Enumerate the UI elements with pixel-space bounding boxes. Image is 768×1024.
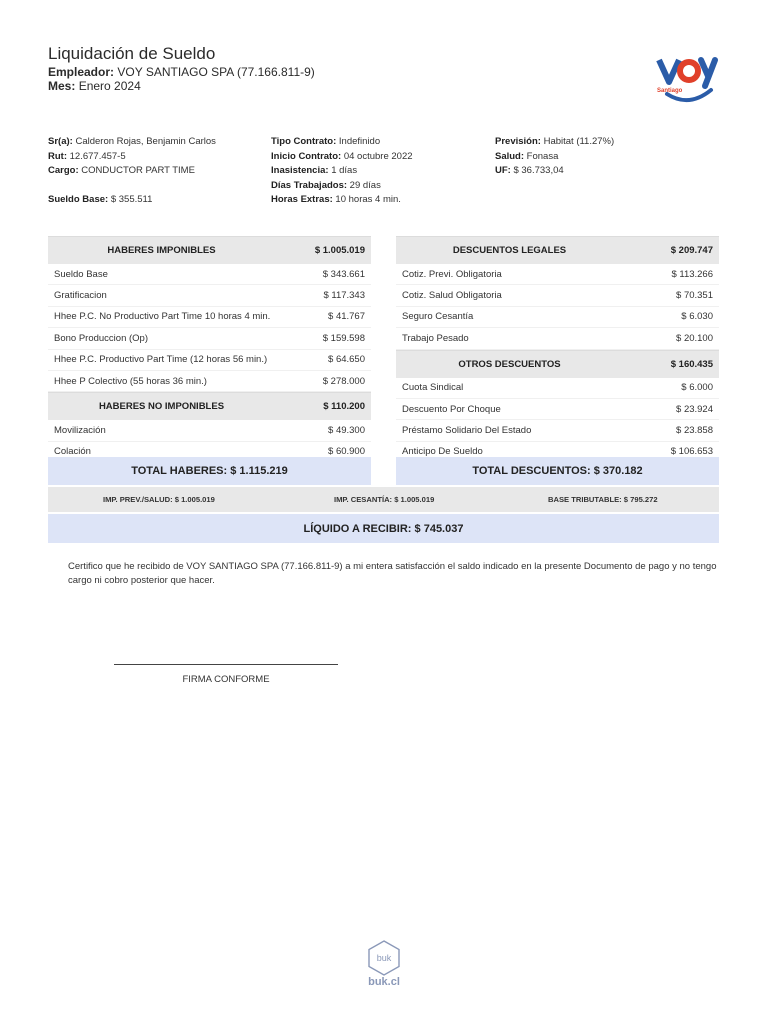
month-value: Enero 2024 [78, 79, 141, 93]
employee-info-col3 [495, 135, 715, 179]
certificate-text: Certifico que he recibido de VOY SANTIAGO SPA (77.166.811-9) a mi entera satisfacción el saldo indicado en la presente Documento de pago y no tengo cargo ni cobro posterior que hacer. [68, 561, 717, 587]
info-inasistencia: Inasistencia: 1 días [271, 165, 358, 177]
imp-cesantia: IMP. CESANTÍA: $ 1.005.019 [334, 495, 435, 504]
buk-logo-icon [366, 940, 402, 976]
descuentos-table [396, 236, 719, 463]
info-tipo-contrato: Tipo Contrato: Indefinido [271, 136, 381, 147]
total-descuentos: TOTAL DESCUENTOS: $ 370.182 [396, 457, 719, 485]
table-row: Hhee P.C. No Productivo Part Time 10 horas 4 min. $ 41.767 [48, 307, 371, 328]
table-row: Anticipo De Sueldo $ 106.653 [396, 442, 719, 463]
table-row: Descuento Por Choque $ 23.924 [396, 399, 719, 420]
employee-info-col2 [271, 135, 486, 208]
base-tributable: BASE TRIBUTABLE: $ 795.272 [548, 495, 658, 504]
buk-logo-text: buk [376, 953, 392, 963]
info-name: Sr(a): Calderon Rojas, Benjamin Carlos [48, 136, 216, 147]
table-row: Movilización $ 49.300 [48, 420, 371, 441]
table-row: Trabajo Pesado $ 20.100 [396, 328, 719, 349]
month-label: Mes: [48, 79, 76, 93]
employee-info-col1 [48, 135, 263, 179]
table-row: Hhee P.C. Productivo Part Time (12 horas 56 min.) $ 64.650 [48, 350, 371, 371]
table-row: Cotiz. Previ. Obligatoria $ 113.266 [396, 264, 719, 285]
page-title: Liquidación de Sueldo [48, 44, 216, 63]
info-salud: Salud: Fonasa [495, 150, 559, 162]
table-row: Préstamo Solidario Del Estado $ 23.858 [396, 420, 719, 441]
info-rut: Rut: 12.677.457-5 [48, 150, 126, 162]
info-dias-trabajados: Días Trabajados: 29 días [271, 179, 381, 191]
total-haberes: TOTAL HABERES: $ 1.115.219 [48, 457, 371, 485]
imp-prev-salud: IMP. PREV./SALUD: $ 1.005.019 [103, 495, 215, 504]
employer-value: VOY SANTIAGO SPA (77.166.811-9) [117, 65, 315, 79]
table-row: Hhee P Colectivo (55 horas 36 min.) $ 278.000 [48, 371, 371, 392]
haberes-imponibles-header: HABERES IMPONIBLES $ 1.005.019 [48, 236, 371, 264]
descuentos-legales-header: DESCUENTOS LEGALES $ 209.747 [396, 236, 719, 264]
table-row: Cuota Sindical $ 6.000 [396, 378, 719, 399]
otros-descuentos-header: OTROS DESCUENTOS $ 160.435 [396, 350, 719, 378]
info-cargo: Cargo: CONDUCTOR PART TIME [48, 165, 195, 177]
table-row: Gratificacion $ 117.343 [48, 285, 371, 306]
bases-bar [48, 487, 719, 512]
employer-line [48, 65, 315, 79]
table-row: Seguro Cesantía $ 6.030 [396, 307, 719, 328]
info-prevision: Previsión: Habitat (11.27%) [495, 136, 615, 147]
voy-santiago-logo [655, 46, 719, 106]
table-row: Bono Produccion (Op) $ 159.598 [48, 328, 371, 349]
haberes-table [48, 236, 371, 463]
signature-label: FIRMA CONFORME [182, 674, 270, 685]
haberes-no-imponibles-header: HABERES NO IMPONIBLES $ 110.200 [48, 392, 371, 420]
logo-subtext: Santiago [657, 88, 683, 94]
info-horas-extras: Horas Extras: 10 horas 4 min. [271, 194, 401, 206]
employer-label: Empleador: [48, 65, 115, 79]
info-inicio-contrato: Inicio Contrato: 04 octubre 2022 [271, 150, 413, 162]
table-row: Cotiz. Salud Obligatoria $ 70.351 [396, 285, 719, 306]
info-uf: UF: $ 36.733,04 [495, 165, 564, 177]
footer-site: buk.cl [368, 976, 400, 988]
liquido-a-recibir: LÍQUIDO A RECIBIR: $ 745.037 [48, 514, 719, 543]
table-row: Colación $ 60.900 [48, 442, 371, 463]
table-row: Sueldo Base $ 343.661 [48, 264, 371, 285]
info-sueldo-base: Sueldo Base: $ 355.511 [48, 194, 153, 205]
signature-line [114, 664, 338, 665]
month-line [48, 79, 141, 93]
